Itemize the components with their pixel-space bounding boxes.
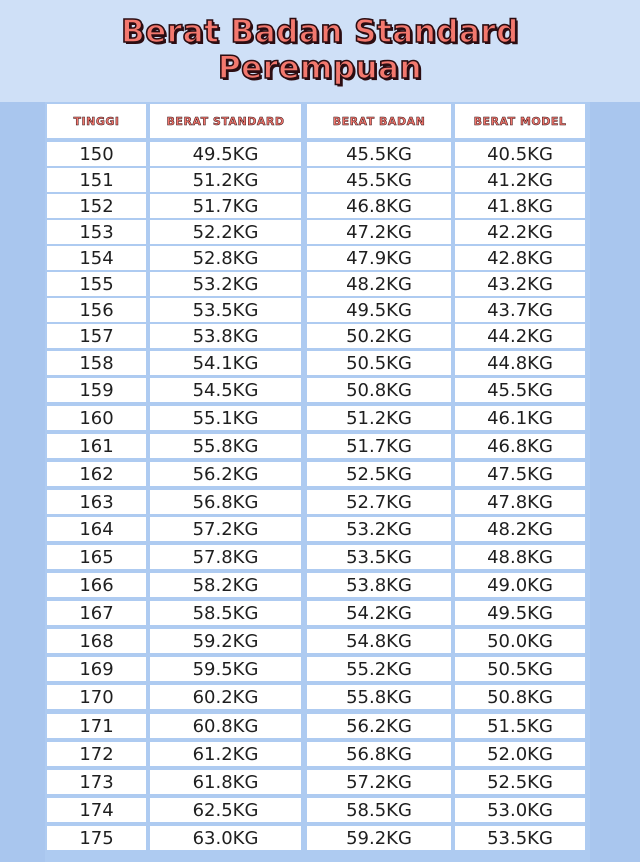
weight-table [45,102,590,862]
cell-tinggi: 169 [47,657,146,681]
cell-berat-standard: 62.5KG [150,798,301,822]
cell-berat-standard: 59.2KG [150,629,301,653]
cell-berat-badan: 51.7KG [307,434,451,458]
cell-tinggi: 168 [47,629,146,653]
cell-berat-badan: 53.5KG [307,545,451,569]
cell-berat-badan: 48.2KG [307,272,451,296]
cell-berat-standard: 57.8KG [150,545,301,569]
cell-berat-standard: 51.7KG [150,194,301,218]
cell-berat-badan: 57.2KG [307,770,451,794]
cell-berat-model: 46.1KG [455,406,585,430]
cell-tinggi: 153 [47,220,146,244]
header-berat-badan: BERAT BADAN [307,104,451,138]
cell-berat-model: 41.8KG [455,194,585,218]
cell-tinggi: 152 [47,194,146,218]
cell-berat-badan: 47.9KG [307,246,451,270]
cell-berat-badan: 50.2KG [307,324,451,348]
cell-berat-model: 46.8KG [455,434,585,458]
header-berat-standard: BERAT STANDARD [150,104,301,138]
table-column [150,102,301,862]
cell-tinggi: 156 [47,298,146,322]
table-column [307,102,451,862]
cell-berat-model: 48.2KG [455,517,585,541]
cell-berat-standard: 61.8KG [150,770,301,794]
cell-berat-model: 49.0KG [455,573,585,597]
cell-berat-model: 44.8KG [455,351,585,375]
cell-tinggi: 161 [47,434,146,458]
header-tinggi: TINGGI [47,104,146,138]
cell-tinggi: 165 [47,545,146,569]
cell-tinggi: 172 [47,742,146,766]
cell-berat-badan: 51.2KG [307,406,451,430]
cell-berat-standard: 53.2KG [150,272,301,296]
cell-berat-badan: 55.8KG [307,685,451,709]
cell-berat-model: 47.8KG [455,490,585,514]
header-berat-model: BERAT MODEL [455,104,585,138]
cell-berat-model: 48.8KG [455,545,585,569]
cell-tinggi: 158 [47,351,146,375]
cell-tinggi: 159 [47,378,146,402]
cell-berat-model: 53.0KG [455,798,585,822]
cell-berat-badan: 53.8KG [307,573,451,597]
cell-berat-standard: 58.2KG [150,573,301,597]
cell-berat-standard: 51.2KG [150,168,301,192]
cell-berat-badan: 45.5KG [307,168,451,192]
cell-tinggi: 162 [47,462,146,486]
cell-tinggi: 166 [47,573,146,597]
cell-berat-standard: 54.5KG [150,378,301,402]
table-column [47,102,146,862]
cell-berat-model: 43.2KG [455,272,585,296]
cell-berat-badan: 50.8KG [307,378,451,402]
cell-berat-model: 50.5KG [455,657,585,681]
cell-berat-badan: 55.2KG [307,657,451,681]
cell-berat-standard: 49.5KG [150,142,301,166]
page-title [0,14,640,86]
cell-berat-standard: 56.8KG [150,490,301,514]
cell-berat-standard: 53.8KG [150,324,301,348]
cell-berat-model: 53.5KG [455,826,585,850]
cell-berat-badan: 56.2KG [307,714,451,738]
cell-berat-standard: 59.5KG [150,657,301,681]
cell-berat-badan: 52.5KG [307,462,451,486]
cell-berat-model: 47.5KG [455,462,585,486]
cell-berat-badan: 58.5KG [307,798,451,822]
cell-berat-standard: 55.8KG [150,434,301,458]
cell-berat-standard: 60.2KG [150,685,301,709]
cell-tinggi: 151 [47,168,146,192]
cell-berat-badan: 46.8KG [307,194,451,218]
cell-tinggi: 167 [47,601,146,625]
cell-tinggi: 154 [47,246,146,270]
cell-berat-standard: 53.5KG [150,298,301,322]
cell-berat-model: 43.7KG [455,298,585,322]
cell-tinggi: 164 [47,517,146,541]
cell-berat-model: 51.5KG [455,714,585,738]
cell-berat-badan: 50.5KG [307,351,451,375]
cell-berat-model: 52.5KG [455,770,585,794]
cell-tinggi: 174 [47,798,146,822]
cell-berat-badan: 52.7KG [307,490,451,514]
cell-berat-standard: 55.1KG [150,406,301,430]
cell-tinggi: 163 [47,490,146,514]
cell-berat-model: 50.8KG [455,685,585,709]
cell-berat-badan: 54.8KG [307,629,451,653]
cell-tinggi: 170 [47,685,146,709]
cell-berat-badan: 54.2KG [307,601,451,625]
cell-berat-badan: 53.2KG [307,517,451,541]
cell-berat-model: 50.0KG [455,629,585,653]
cell-berat-standard: 58.5KG [150,601,301,625]
cell-berat-standard: 52.8KG [150,246,301,270]
cell-berat-model: 44.2KG [455,324,585,348]
cell-berat-standard: 52.2KG [150,220,301,244]
cell-berat-standard: 63.0KG [150,826,301,850]
cell-berat-badan: 49.5KG [307,298,451,322]
cell-berat-standard: 57.2KG [150,517,301,541]
cell-berat-badan: 56.8KG [307,742,451,766]
cell-berat-model: 52.0KG [455,742,585,766]
cell-berat-badan: 47.2KG [307,220,451,244]
cell-tinggi: 155 [47,272,146,296]
title-line-1: Berat Badan Standard [121,14,519,50]
cell-tinggi: 173 [47,770,146,794]
cell-berat-model: 42.2KG [455,220,585,244]
cell-tinggi: 160 [47,406,146,430]
cell-berat-model: 45.5KG [455,378,585,402]
cell-berat-badan: 45.5KG [307,142,451,166]
cell-berat-model: 40.5KG [455,142,585,166]
cell-tinggi: 171 [47,714,146,738]
cell-berat-standard: 56.2KG [150,462,301,486]
cell-tinggi: 157 [47,324,146,348]
cell-berat-model: 42.8KG [455,246,585,270]
table-column [455,102,585,862]
cell-berat-standard: 61.2KG [150,742,301,766]
cell-berat-badan: 59.2KG [307,826,451,850]
cell-berat-standard: 60.8KG [150,714,301,738]
cell-tinggi: 150 [47,142,146,166]
cell-berat-model: 41.2KG [455,168,585,192]
cell-berat-standard: 54.1KG [150,351,301,375]
title-line-2: Perempuan [217,50,423,86]
cell-tinggi: 175 [47,826,146,850]
cell-berat-model: 49.5KG [455,601,585,625]
